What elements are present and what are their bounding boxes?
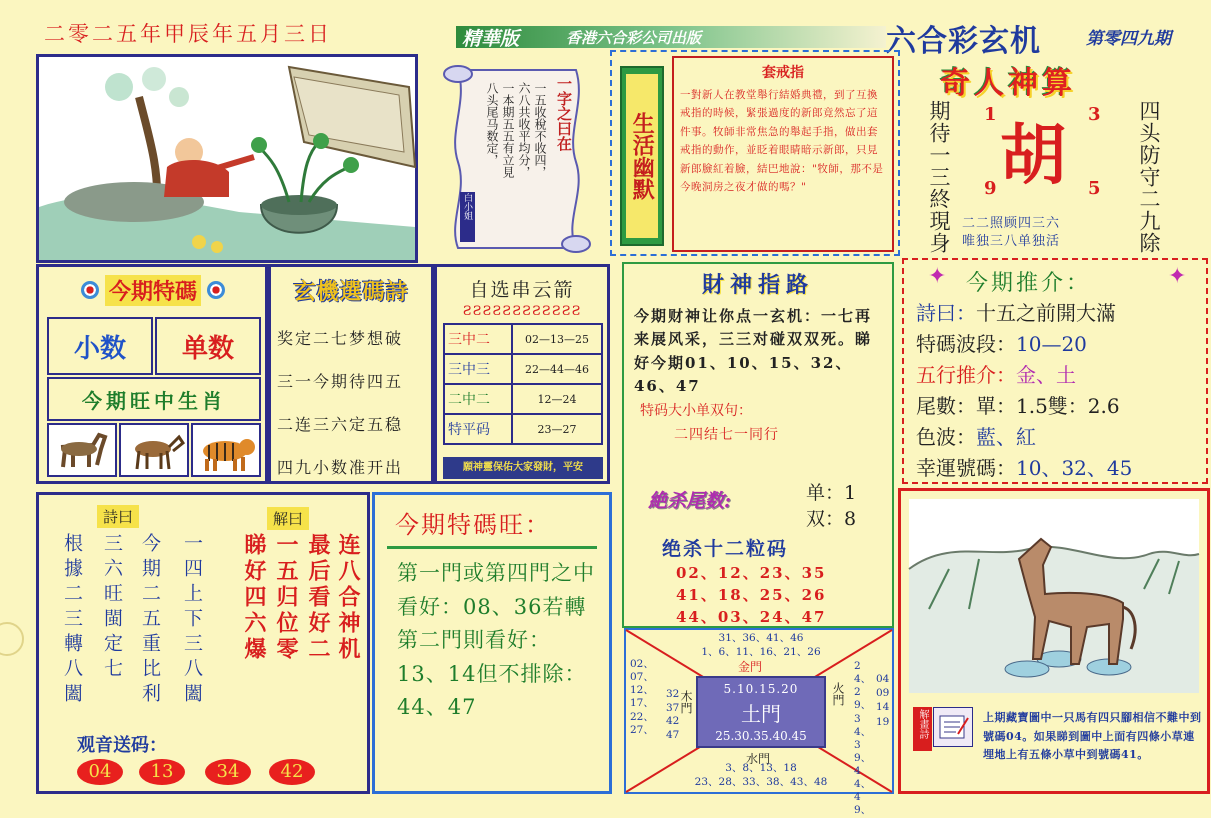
gates-left-col1: 02、07、12、17、22、27、	[630, 658, 654, 736]
special-hot-panel	[372, 492, 612, 794]
scroll-tag: 白小姐	[460, 192, 475, 242]
special-small-box	[47, 317, 153, 375]
rocket-key: 三中二	[444, 324, 512, 354]
rocket-val: 02—13—25	[512, 324, 602, 354]
recommend-key: 色波：	[916, 425, 976, 449]
scroll-panel	[436, 62, 601, 256]
zodiac-animal-3	[191, 423, 261, 477]
wealth-panel	[622, 262, 894, 628]
rocket-footer: 願神靈保佑大家發財，平安	[443, 457, 603, 479]
shiyue-poem-col: 三六旺閩定七	[101, 533, 123, 683]
special-title-row	[45, 273, 261, 307]
shiyue-explain-col: 一五归位零	[273, 533, 299, 663]
special-odd: 单数	[181, 333, 234, 364]
oracle-line-2: 唯独三八单独活	[962, 234, 1061, 249]
recommend-key: 五行推介：	[916, 363, 1016, 387]
scroll-line-1: 一字之曰在	[555, 76, 573, 151]
recommend-val: 單：1.5雙：2.6	[976, 394, 1120, 418]
gates-panel	[624, 628, 894, 817]
gates-earth: 土門	[741, 702, 781, 726]
recommend-key: 特碼波段：	[916, 332, 1016, 356]
scroll-line-3: 六八共收平均分，	[517, 82, 531, 178]
wealth-odd-text: 二四结七一同行	[674, 427, 779, 443]
header-date: 二零二五年甲辰年五月三日	[44, 22, 332, 46]
gates-right-col1: 24、29、34、39、44、49、	[854, 660, 872, 817]
guanyin-title: 观音送码：	[77, 735, 167, 756]
shiyue-poem-col: 今期二五重比利	[139, 533, 161, 708]
sparkle-icon: ✦	[1168, 264, 1187, 289]
oracle-left: 期待一三終現身	[927, 100, 951, 254]
oracle-n5: 5	[1088, 178, 1101, 199]
guanyin-ball: 04	[77, 759, 123, 785]
wealth-kill12-row: 02、12、23、35	[676, 564, 827, 582]
gates-bottom: 3、8、13、18 23、28、33、38、43、48	[694, 762, 828, 788]
humor-label: 生活幽默	[626, 74, 658, 238]
recommend-row	[916, 391, 1206, 422]
scroll-line-2: 一五收稅不收四，	[533, 82, 547, 178]
edge-circle-decoration	[0, 622, 24, 656]
rocket-val: 23—27	[512, 414, 602, 444]
special-hot-divider	[387, 546, 597, 549]
recommend-row	[916, 422, 1206, 453]
rocket-row	[444, 384, 602, 414]
humor-title: 套戒指	[762, 65, 804, 81]
special-zodiac-box	[47, 377, 261, 421]
gates-earth-bottom: 25.30.35.40.45	[715, 729, 807, 743]
poem-line-3: 二连三六定五稳	[277, 415, 404, 434]
riddle-text: 上期藏寶圖中一只馬有四只腳相信不難中到號碼04。如果睇到圖中上面有四條小草連埋地上有五條小草中到號碼41。	[983, 711, 1202, 762]
shiyue-explain-col: 睇好四六爆	[241, 533, 267, 663]
rocket-table	[443, 323, 603, 445]
oracle-banner: 奇人神算	[940, 66, 1076, 101]
recommend-title: 今期推介：	[966, 271, 1092, 296]
gates-wood: 木門	[679, 690, 693, 714]
recommend-val: 10、32、45	[1016, 456, 1133, 480]
riddle-panel	[898, 488, 1210, 794]
recommend-val: 10—20	[1016, 332, 1087, 356]
target-icon	[81, 281, 99, 299]
recommend-val: 十五之前開大滿	[976, 301, 1116, 325]
poem-line-2: 三一今期待四五	[277, 372, 404, 391]
wealth-kill12-row: 41、18、25、26	[676, 586, 827, 604]
recommend-row	[916, 329, 1206, 360]
wealth-title: 財神指路	[701, 272, 814, 298]
scroll-line-5: 八头尾马数定，	[485, 82, 499, 166]
shiyue-explain-col: 连八合神机	[335, 533, 361, 663]
shiyue-explain-label: 解曰	[267, 507, 309, 530]
rocket-key: 三中三	[444, 354, 512, 384]
rocket-spiral-row: ƧƧƧƧƧƧƧƧƧƧƧƧ	[462, 304, 582, 319]
recommend-key: 幸運號碼：	[916, 456, 1016, 480]
recommend-row	[916, 453, 1206, 484]
rocket-val: 22—44—46	[512, 354, 602, 384]
guanyin-ball: 34	[205, 759, 251, 785]
wealth-double: 双：8	[806, 508, 857, 530]
gates-left-col2: 32 37 42 47	[666, 688, 680, 741]
guanyin-ball: 42	[269, 759, 315, 785]
oracle-n3: 3	[1088, 104, 1101, 125]
zodiac-animal-1	[47, 423, 117, 477]
wealth-kill-tail: 絶杀尾数:	[648, 490, 732, 512]
header-title: 六合彩玄机	[886, 24, 1041, 59]
rocket-key: 特平码	[444, 414, 512, 444]
horse-picture	[909, 499, 1199, 693]
zodiac-animal-2	[119, 423, 189, 477]
riddle-icon	[933, 707, 973, 747]
special-title: 今期特碼	[105, 275, 201, 306]
recommend-key: 詩曰：	[916, 301, 976, 325]
oracle-right: 四头防守二九除	[1137, 100, 1161, 254]
humor-text: 一對新人在教堂舉行結婚典禮，到了互換戒指的時候，緊張過度的新郎竟然忘了這件事。牧師非常焦急的舉起手指，做出套戒指的動作，並眨着眼睛暗示新郎，只見新郎臉紅着臉，結巴地說："牧師，那不是今晚洞房之夜才做的嗎？"	[680, 89, 884, 193]
rocket-title: 自选串云箭	[469, 279, 575, 301]
poem-line-4: 四九小数准开出	[277, 458, 404, 477]
wealth-odd-title: 特码大小单双句：	[640, 403, 752, 419]
gates-top: 31、36、41、46 1、6、11、16、21、26	[701, 632, 821, 658]
recommend-panel	[902, 258, 1208, 484]
recommend-row	[916, 360, 1206, 391]
humor-panel	[610, 50, 900, 256]
humor-text-box	[672, 56, 894, 252]
wealth-kill12-row: 44、03、24、47	[676, 608, 827, 626]
wealth-kill12: 绝杀十二粒码	[662, 538, 789, 560]
gates-metal: 金門	[738, 660, 763, 674]
gates-fire: 火門	[831, 682, 845, 706]
sparkle-icon: ✦	[928, 264, 947, 289]
riddle-tag: 解畫詩	[913, 707, 932, 751]
special-odd-box	[155, 317, 261, 375]
recommend-val: 金、土	[1016, 363, 1076, 387]
recommend-rows	[916, 298, 1206, 484]
header-edition: 精華版	[462, 28, 520, 50]
gates-earth-box	[696, 676, 826, 748]
special-hot-text: 第一門或第四門之中看好：08、36若轉第二門則看好：13、14但不排除：44、47	[397, 561, 595, 720]
wealth-text: 今期财神让你点一玄机：一七再来展风采，三三对碰双双死。睇好今期01、10、15、32、46、47	[634, 307, 873, 395]
shiyue-explain-col: 最后看好二	[305, 533, 331, 663]
rocket-row	[444, 324, 602, 354]
humor-label-box	[620, 66, 664, 246]
poem-panel	[268, 264, 434, 484]
rocket-val: 12—24	[512, 384, 602, 414]
poem-title: 玄機選碼詩	[293, 279, 409, 305]
wealth-single: 单：1	[806, 482, 857, 504]
rocket-panel	[434, 264, 610, 484]
rocket-key: 二中二	[444, 384, 512, 414]
poem-line-1: 奖定二七梦想破	[277, 329, 404, 348]
shiyue-panel	[36, 492, 370, 794]
guanyin-ball: 13	[139, 759, 185, 785]
rocket-row	[444, 354, 602, 384]
oracle-center: 胡	[1000, 116, 1066, 194]
recommend-val: 藍、紅	[976, 425, 1036, 449]
header-publisher: 香港六合彩公司出版	[566, 29, 702, 47]
gates-water: 水門	[746, 752, 771, 766]
gates-earth-top: 5.10.15.20	[723, 682, 799, 696]
target-icon	[207, 281, 225, 299]
scroll-line-4: 一本期五五有立見	[501, 82, 515, 178]
special-zodiac-title: 今期旺中生肖	[82, 388, 226, 413]
scene-picture	[36, 54, 418, 263]
shiyue-poem-col: 根據二三轉八闔	[61, 533, 83, 708]
gates-right-col2: 04 09 14 19	[876, 673, 890, 728]
special-small: 小数	[73, 333, 126, 364]
header-issue: 第零四九期	[1086, 29, 1171, 49]
shiyue-poem-label: 詩曰	[97, 505, 139, 528]
oracle-n1: 1	[984, 104, 997, 125]
rocket-row	[444, 414, 602, 444]
recommend-row	[916, 298, 1206, 329]
recommend-key: 尾數：	[916, 394, 976, 418]
special-hot-title: 今期特碼旺：	[395, 511, 551, 539]
special-panel	[36, 264, 268, 484]
oracle-n9: 9	[984, 178, 997, 199]
oracle-line-1: 二二照顾四三六	[962, 216, 1061, 231]
shiyue-poem-col: 一四上下三八闔	[181, 533, 203, 708]
